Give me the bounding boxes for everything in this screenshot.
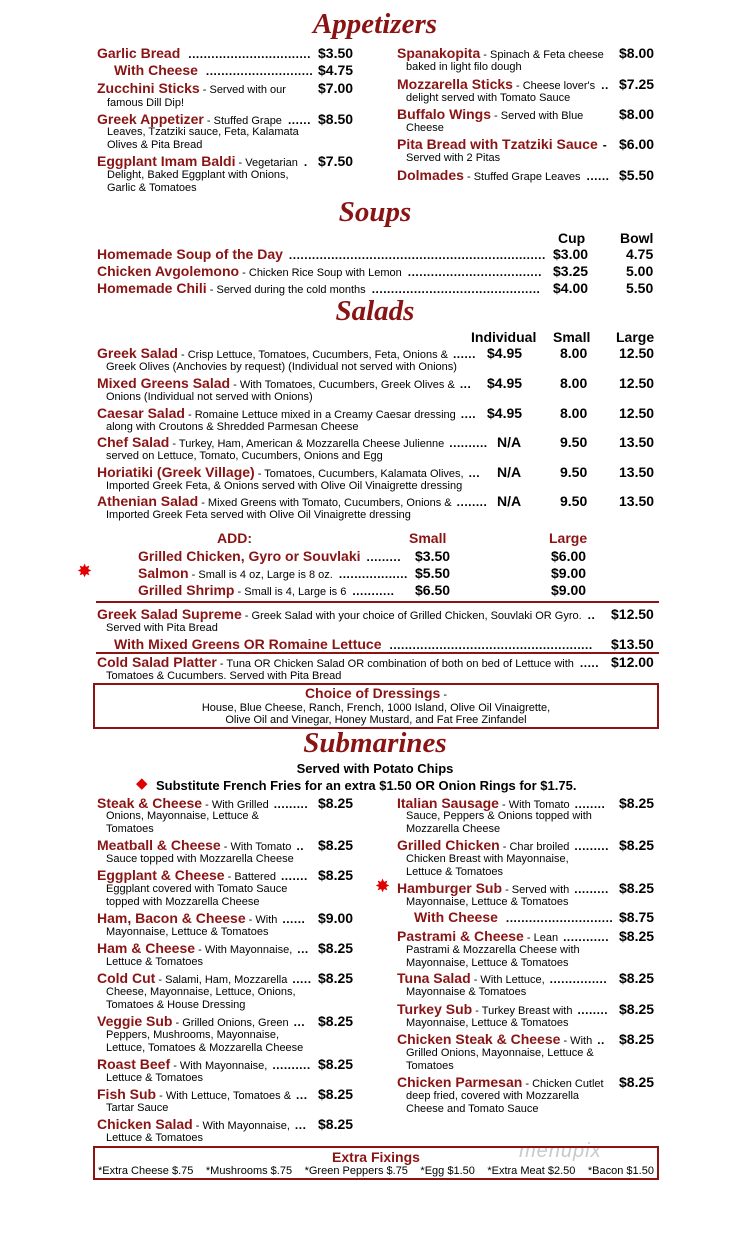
item-description: deep fried, covered with Mozzarella Cheese and Tomato Sauce <box>406 1090 580 1115</box>
menu-item: Spanakopita - Spinach & Feta cheese <box>397 45 604 61</box>
price: $4.95 <box>487 405 523 421</box>
star-icon: ✸ <box>375 876 391 896</box>
item-description: famous Dill Dip! <box>107 97 185 109</box>
dressings-title: Choice of Dressings - <box>304 685 448 701</box>
price: 9.50 <box>560 464 588 480</box>
menu-item: Chicken Steak & Cheese - With .. <box>397 1031 605 1047</box>
item-description: Lettuce & Tomatoes <box>106 1072 204 1084</box>
item-description: Served with Pita Bread <box>106 622 218 634</box>
menu-item: Mozzarella Sticks - Cheese lover's .. <box>397 76 609 92</box>
menu-item: Chicken Parmesan - Chicken Cutlet <box>397 1074 604 1090</box>
price: $8.75 <box>619 909 655 925</box>
price: $3.50 <box>415 548 451 564</box>
salad-row: Mixed Greens Salad - With Tomatoes, Cucumbers, Greek Olives & ... <box>97 375 472 391</box>
appetizers-heading: Appetizers <box>312 8 438 40</box>
menu-item: Meatball & Cheese - With Tomato .. <box>97 837 305 853</box>
submarines-subtitle: Served with Potato Chips <box>296 761 454 776</box>
add-label: ADD: <box>217 530 252 546</box>
price: N/A <box>497 434 522 450</box>
price: N/A <box>497 493 522 509</box>
item-description: Cheese <box>406 122 444 134</box>
fixing-item: *Egg $1.50 <box>420 1165 475 1177</box>
column-header: Large <box>549 530 588 546</box>
price: $5.50 <box>415 565 451 581</box>
item-description: Mayonnaise & Tomatoes <box>406 986 527 998</box>
menu-item: With Mixed Greens OR Romaine Lettuce ..................................................... <box>114 636 593 652</box>
fixing-item: *Extra Cheese $.75 <box>98 1165 194 1177</box>
menu-item: Chicken Salad - With Mayonnaise, ... <box>97 1116 307 1132</box>
menu-item: Pastrami & Cheese - Lean ............ <box>397 928 610 944</box>
price: $8.50 <box>318 111 354 127</box>
price: $8.25 <box>619 837 655 853</box>
salad-row: Chef Salad - Turkey, Ham, American & Mozzarella Cheese Julienne .......... <box>97 434 488 450</box>
menu-item: Homemade Soup of the Day ................................................................... <box>97 246 546 262</box>
salad-row: Greek Salad - Crisp Lettuce, Tomatoes, Cucumbers, Feta, Onions & ...... <box>97 345 476 361</box>
watermark-logo: menupix <box>519 1140 602 1162</box>
fixing-item: *Mushrooms $.75 <box>205 1165 293 1177</box>
price: $7.25 <box>619 76 655 92</box>
price: $9.00 <box>318 910 354 926</box>
item-description: Cheese, Mayonnaise, Lettuce, Onions, Tomatoes & House Dressing <box>106 986 296 1011</box>
item-description: Tomatoes & Cucumbers. Served with Pita Bread <box>106 670 342 682</box>
item-description: Eggplant covered with Tomato Sauce topped with Mozzarella Cheese <box>106 883 288 908</box>
price: $8.25 <box>318 795 354 811</box>
price: $8.25 <box>318 1116 354 1132</box>
menu-item: Eggplant Imam Baldi - Vegetarian . <box>97 153 308 169</box>
price: $6.00 <box>619 136 655 152</box>
item-description: Tartar Sauce <box>106 1102 169 1114</box>
column-header: Cup <box>558 230 586 246</box>
menu-item: With Cheese ............................ <box>114 62 314 78</box>
item-description: Imported Greek Feta served with Olive Oil Vinaigrette dressing <box>106 509 411 521</box>
menu-item: Greek Appetizer - Stuffed Grape ...... <box>97 111 311 127</box>
item-description: Leaves, Tzatziki sauce, Feta, Kalamata Olives & Pita Bread <box>107 126 299 151</box>
item-description: Chicken Breast with Mayonnaise, Lettuce & Tomatoes <box>406 853 569 878</box>
price: 13.50 <box>619 434 655 450</box>
item-description: Sauce topped with Mozzarella Cheese <box>106 853 294 865</box>
column-header: Bowl <box>620 230 654 246</box>
price: $8.25 <box>619 1001 655 1017</box>
extra-fixings-title: Extra Fixings <box>332 1149 420 1165</box>
price: 8.00 <box>560 405 588 421</box>
price: $6.50 <box>415 582 451 598</box>
star-icon: ✸ <box>77 561 93 581</box>
menu-item: Buffalo Wings - Served with Blue <box>397 106 584 122</box>
extra-fixings-list <box>98 1165 654 1177</box>
menu-item: Homemade Chili - Served during the cold months ............................................ <box>97 280 541 296</box>
fixing-item: *Extra Meat $2.50 <box>487 1165 576 1177</box>
item-description: Greek Olives (Anchovies by request) (Individual not served with Onions) <box>106 361 457 373</box>
menu-item: Garlic Bread ................................ <box>97 45 311 61</box>
price: 8.00 <box>560 345 588 361</box>
menu-item: Ham, Bacon & Cheese - With ...... <box>97 910 306 926</box>
menu-item: Roast Beef - With Mayonnaise, .......... <box>97 1056 311 1072</box>
menu-item: Tuna Salad - With Lettuce, ............... <box>397 970 608 986</box>
item-description: served on Lettuce, Tomato, Cucumbers, Onions and Egg <box>106 450 383 462</box>
price: $13.50 <box>611 636 654 652</box>
column-header: Small <box>553 329 591 345</box>
menu-item: Pita Bread with Tzatziki Sauce - <box>397 136 608 152</box>
add-item: Grilled Chicken, Gyro or Souvlaki ......... <box>138 548 402 564</box>
price: $3.50 <box>318 45 354 61</box>
price: $8.25 <box>318 970 354 986</box>
price: $8.25 <box>318 867 354 883</box>
item-description: Onions, Mayonnaise, Lettuce & Tomatoes <box>106 810 259 835</box>
price: $3.25 <box>553 263 589 279</box>
price: $12.50 <box>611 606 654 622</box>
price: $7.50 <box>318 153 354 169</box>
price: $3.00 <box>553 246 589 262</box>
item-description: Served with 2 Pitas <box>406 152 501 164</box>
item-description: Lettuce & Tomatoes <box>106 1132 204 1144</box>
item-description: Grilled Onions, Mayonnaise, Lettuce & Tomatoes <box>406 1047 594 1072</box>
price: $4.95 <box>487 345 523 361</box>
price: $5.50 <box>619 167 655 183</box>
menu-item: Grilled Chicken - Char broiled ......... <box>397 837 609 853</box>
price: 5.00 <box>626 263 654 279</box>
menu-item: Cold Cut - Salami, Ham, Mozzarella ..... <box>97 970 312 986</box>
menu-item: Zucchini Sticks - Served with our <box>97 80 286 96</box>
menu-item: Hamburger Sub - Served with ......... <box>397 880 609 896</box>
item-description: Lettuce & Tomatoes <box>106 956 204 968</box>
item-description: along with Croutons & Shredded Parmesan Cheese <box>106 421 359 433</box>
price: $8.25 <box>318 1013 354 1029</box>
price: $8.25 <box>619 1074 655 1090</box>
salads-heading: Salads <box>335 295 415 327</box>
item-description: Mayonnaise, Lettuce & Tomatoes <box>406 1017 569 1029</box>
menu-item: Greek Salad Supreme - Greek Salad with your choice of Grilled Chicken, Souvlaki OR Gyro. .. <box>97 606 596 622</box>
menu-item: With Cheese ............................ <box>414 909 614 925</box>
price: 12.50 <box>619 345 655 361</box>
item-description: baked in light filo dough <box>406 61 522 73</box>
item-description: delight served with Tomato Sauce <box>406 92 571 104</box>
column-header: Small <box>409 530 447 546</box>
price: $8.00 <box>619 45 655 61</box>
menu-item: Ham & Cheese - With Mayonnaise, ... <box>97 940 309 956</box>
price: $8.25 <box>318 837 354 853</box>
price: $8.00 <box>619 106 655 122</box>
price: 8.00 <box>560 375 588 391</box>
price: $7.00 <box>318 80 354 96</box>
price: 9.50 <box>560 493 588 509</box>
price: $8.25 <box>619 880 655 896</box>
column-header: Individual <box>471 329 537 345</box>
price: $4.75 <box>318 62 354 78</box>
divider <box>96 601 659 603</box>
fixing-item: *Green Peppers $.75 <box>304 1165 408 1177</box>
price: $6.00 <box>551 548 587 564</box>
price: $8.25 <box>318 1056 354 1072</box>
salad-row: Caesar Salad - Romaine Lettuce mixed in a Creamy Caesar dressing .... <box>97 405 477 421</box>
menu-item: Turkey Sub - Turkey Breast with ........ <box>397 1001 609 1017</box>
price: $4.95 <box>487 375 523 391</box>
soups-heading: Soups <box>338 196 412 228</box>
menu-item: Dolmades - Stuffed Grape Leaves ...... <box>397 167 610 183</box>
diamond-icon: ◆ <box>136 775 148 792</box>
price: 12.50 <box>619 405 655 421</box>
menu-item: Fish Sub - With Lettuce, Tomatoes & ... <box>97 1086 308 1102</box>
item-description: Imported Greek Feta, & Onions served with Olive Oil Vinaigrette dressing <box>106 480 463 492</box>
fixing-item: *Bacon $1.50 <box>587 1165 654 1177</box>
add-item: Grilled Shrimp - Small is 4, Large is 6 ........... <box>138 582 395 598</box>
menu-item: Eggplant & Cheese - Battered ....... <box>97 867 308 883</box>
price: $4.00 <box>553 280 589 296</box>
salad-row: Athenian Salad - Mixed Greens with Tomato, Cucumbers, Onions & ........ <box>97 493 488 509</box>
price: 9.50 <box>560 434 588 450</box>
price: 13.50 <box>619 493 655 509</box>
menu-item: Italian Sausage - With Tomato ........ <box>397 795 606 811</box>
price: $12.00 <box>611 654 654 670</box>
menu-item: Veggie Sub - Grilled Onions, Green ... <box>97 1013 306 1029</box>
item-description: Peppers, Mushrooms, Mayonnaise, Lettuce, Tomatoes & Mozzarella Cheese <box>106 1029 304 1054</box>
item-description: Delight, Baked Eggplant with Onions, Garlic & Tomatoes <box>107 169 289 194</box>
price: $8.25 <box>619 795 655 811</box>
column-header: Large <box>616 329 655 345</box>
price: $9.00 <box>551 582 587 598</box>
price: 13.50 <box>619 464 655 480</box>
item-description: Mayonnaise, Lettuce & Tomatoes <box>406 896 569 908</box>
price: 5.50 <box>626 280 654 296</box>
add-item: Salmon - Small is 4 oz, Large is 8 oz. .................. <box>138 565 408 581</box>
price: $8.25 <box>318 940 354 956</box>
menu-item: Steak & Cheese - With Grilled ......... <box>97 795 309 811</box>
price: $8.25 <box>318 1086 354 1102</box>
price: 12.50 <box>619 375 655 391</box>
item-description: Mayonnaise, Lettuce & Tomatoes <box>106 926 269 938</box>
menu-item: Chicken Avgolemono - Chicken Rice Soup with Lemon ................................... <box>97 263 542 279</box>
price: N/A <box>497 464 522 480</box>
salad-row: Horiatiki (Greek Village) - Tomatoes, Cucumbers, Kalamata Olives, ... <box>97 464 481 480</box>
submarines-heading: Submarines <box>303 727 447 759</box>
price: $8.25 <box>619 1031 655 1047</box>
menu-item: Cold Salad Platter - Tuna OR Chicken Salad OR combination of both on bed of Lettuce with ..... <box>97 654 600 670</box>
price: 4.75 <box>626 246 654 262</box>
item-description: Pastrami & Mozzarella Cheese with Mayonnaise, Lettuce & Tomatoes <box>406 944 580 969</box>
substitute-note: Substitute French Fries for an extra $1.50 OR Onion Rings for $1.75. <box>156 778 577 793</box>
dressings-list: Olive Oil and Vinegar, Honey Mustard, and Fat Free Zinfandel <box>225 714 527 726</box>
price: $8.25 <box>619 928 655 944</box>
item-description: Sauce, Peppers & Onions topped with Mozzarella Cheese <box>406 810 592 835</box>
item-description: Onions (Individual not served with Onions) <box>106 391 313 403</box>
price: $9.00 <box>551 565 587 581</box>
price: $8.25 <box>619 970 655 986</box>
dressings-list: House, Blue Cheese, Ranch, French, 1000 Island, Olive Oil Vinaigrette, <box>201 702 551 714</box>
